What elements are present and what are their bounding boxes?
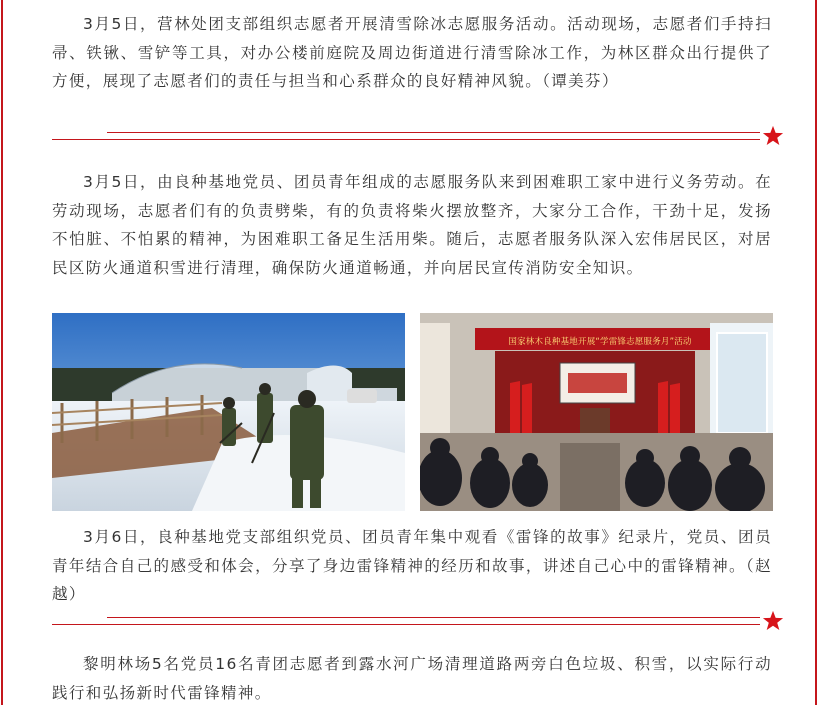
- snow-clearing-photo: [52, 313, 405, 511]
- paragraph-lei-feng-documentary: 3月6日，良种基地党支部组织党员、团员青年集中观看《雷锋的故事》纪录片，党员、团员青年结合自己的感受和体会，分享了身边雷锋精神的经历和故事，讲述自己心中的雷锋精神。（赵越）: [52, 528, 772, 604]
- divider-line: [52, 624, 760, 625]
- paragraph-snow-clearing: 3月5日，营林处团支部组织志愿者开展清雪除冰志愿服务活动。活动现场，志愿者们手持扫帚、铁锹、雪铲等工具，对办公楼前庭院及周边街道进行清雪除冰工作，为林区群众出行提供了方便，展现了志愿者们的责任与担当和心系群众的良好精神风貌。（谭美芬）: [52, 15, 772, 91]
- star-icon: [762, 610, 784, 632]
- divider-line: [107, 132, 760, 133]
- paragraph-volunteer-labor: 3月5日，由良种基地党员、团员青年组成的志愿服务队来到困难职工家中进行义务劳动。在劳动现场，志愿者们有的负责劈柴，有的负责将柴火摆放整齐，大家分工合作，干劲十足，发扬不怕脏、不怕累的精神，为困难职工备足生活用柴。随后，志愿者服务队深入宏伟居民区，对居民区防火通道积雪进行清理，确保防火通道畅通，并向居民宣传消防安全知识。: [52, 173, 772, 277]
- page-border-right: [815, 0, 817, 705]
- star-icon: [762, 125, 784, 147]
- photo-banner-text: 国家林木良种基地开展“学雷锋志愿服务月”活动: [508, 337, 692, 347]
- divider-line: [107, 617, 760, 618]
- divider-line: [52, 139, 760, 140]
- section-divider: [52, 612, 792, 632]
- page-border-left: [1, 0, 3, 705]
- section-divider: [52, 127, 792, 147]
- paragraph-liming-forest-farm: 黎明林场5名党员16名青团志愿者到露水河广场清理道路两旁白色垃圾、积雪，以实际行动践行和弘扬新时代雷锋精神。: [52, 655, 772, 702]
- documentary-screening-photo: [420, 313, 773, 511]
